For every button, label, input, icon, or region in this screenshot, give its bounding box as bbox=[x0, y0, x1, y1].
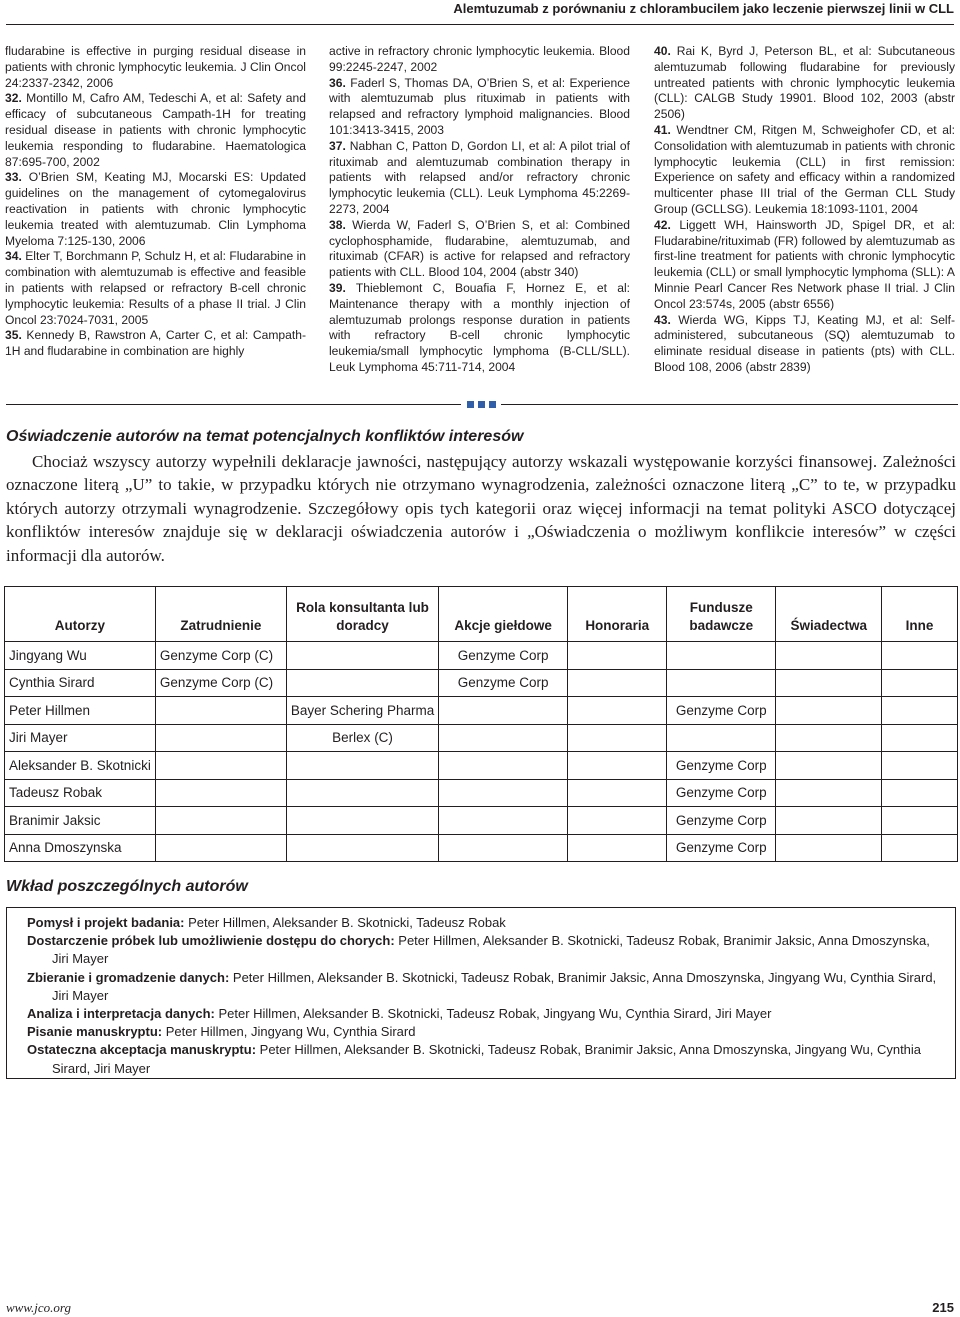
coi-table-cell: Genzyme Corp bbox=[667, 697, 776, 725]
coi-table-cell bbox=[667, 669, 776, 697]
coi-table-cell bbox=[439, 752, 568, 780]
reference-number: 32. bbox=[5, 91, 22, 106]
reference-number: 41. bbox=[654, 122, 671, 137]
coi-table-cell bbox=[568, 834, 667, 862]
coi-table-cell bbox=[568, 779, 667, 807]
contribution-authors: Peter Hillmen, Aleksander B. Skotnicki, Tadeusz Robak, Branimir Jaksic, Anna Dmoszynska, Jingyang Wu, Cynthia Sirard, Jiri Mayer bbox=[52, 1042, 922, 1076]
reference-entry bbox=[329, 76, 630, 139]
coi-table-cell bbox=[286, 807, 438, 835]
reference-text: Wierda WG, Kipps TJ, Keating MJ, et al: Self-administered, subcutaneous (SQ) alemtuzumab to eliminate residual disease in patients (pts) with CLL. Blood 108, 2006 (abstr 2839) bbox=[654, 312, 955, 374]
reference-number: 36. bbox=[329, 75, 346, 90]
coi-table-row bbox=[5, 724, 958, 752]
coi-table-cell: Genzyme Corp (C) bbox=[155, 642, 286, 670]
coi-table-cell bbox=[882, 834, 958, 862]
coi-table-body bbox=[5, 642, 958, 862]
coi-table-cell bbox=[439, 697, 568, 725]
coi-author-cell: Jingyang Wu bbox=[5, 642, 156, 670]
coi-table-cell bbox=[882, 779, 958, 807]
reference-text: active in refractory chronic lymphocytic leukemia. Blood 99:2245-2247, 2002 bbox=[329, 44, 630, 74]
coi-column-header: Akcje giełdowe bbox=[439, 587, 568, 642]
reference-text: Elter T, Borchmann P, Schulz H, et al: Fludarabine in combination with alemtuzumab is effective and feasible in patients with relapsed or refractory B-cell chronic lymphocytic leukemia: Results of a phase II trial. J Clin Oncol 23:7024-7031, 2005 bbox=[5, 249, 306, 327]
reference-number: 33. bbox=[5, 170, 22, 185]
contribution-authors: Peter Hillmen, Aleksander B. Skotnicki, Tadeusz Robak, Jingyang Wu, Cynthia Sirard, Jiri Mayer bbox=[214, 1006, 772, 1022]
coi-author-cell: Anna Dmoszynska bbox=[5, 834, 156, 862]
reference-text: Nabhan C, Patton D, Gordon LI, et al: A pilot trial of rituximab and alemtuzumab combination therapy in patients with relapsed and/or refractory chronic lymphocytic leukemia (CLL). Leuk Lymphoma 45:2269-2273, 2004 bbox=[329, 138, 630, 216]
reference-text: Montillo M, Cafro AM, Tedeschi A, et al: Safety and efficacy of subcutaneous Campath-1H for treating residual disease in patients with chronic lymphocytic leukemia responding to fludarabine. Haematologica 87:695-700, 2002 bbox=[5, 91, 306, 169]
footer-url[interactable]: www.jco.org bbox=[6, 1300, 72, 1315]
coi-table-cell bbox=[568, 697, 667, 725]
coi-table-cell bbox=[882, 669, 958, 697]
coi-table-row bbox=[5, 779, 958, 807]
coi-table-cell: Berlex (C) bbox=[286, 724, 438, 752]
coi-table-cell bbox=[882, 697, 958, 725]
coi-table-cell bbox=[155, 834, 286, 862]
coi-table-cell bbox=[568, 669, 667, 697]
coi-table-cell bbox=[776, 752, 882, 780]
contribution-label: Dostarczenie próbek lub umożliwienie dostępu do chorych: bbox=[27, 933, 395, 949]
reference-number: 34. bbox=[5, 249, 22, 264]
contribution-label: Analiza i interpretacja danych: bbox=[27, 1006, 215, 1022]
reference-column-1 bbox=[5, 44, 306, 360]
coi-table-cell: Genzyme Corp (C) bbox=[155, 669, 286, 697]
reference-entry bbox=[329, 44, 630, 76]
reference-entry bbox=[654, 44, 955, 123]
coi-table-row bbox=[5, 807, 958, 835]
reference-entry bbox=[5, 44, 306, 91]
coi-paragraph: Chociaż wszyscy autorzy wypełnili deklaracje jawności, następujący autorzy wskazali występowanie korzyści finansowej. Zależności oznaczone literą „U” to takie, w przypadku których nie otrzymano wynagrodzenia, zależności oznaczone literą „C” to te, w przypadku których autorzy otrzymali wynagrodzenie. Szczegółowy opis tych kategorii oraz więcej informacji na temat polityki ASCO dotyczącej konfliktów interesów znajduje się w deklaracji oświadczenia autorów i „Oświadczenia o możliwym konflikcie interesów” w części informacji dla autorów. bbox=[6, 452, 956, 565]
coi-table-cell bbox=[776, 724, 882, 752]
coi-column-header: Honoraria bbox=[568, 587, 667, 642]
reference-number: 37. bbox=[329, 138, 346, 153]
coi-column-header: Świadectwa bbox=[776, 587, 882, 642]
coi-column-header: Rola konsultanta lub doradcy bbox=[286, 587, 438, 642]
coi-column-header: Autorzy bbox=[5, 587, 156, 642]
coi-table-cell bbox=[776, 807, 882, 835]
reference-column-2 bbox=[329, 44, 630, 376]
coi-table-cell bbox=[568, 724, 667, 752]
reference-text: fludarabine is effective in purging residual disease in patients with chronic lymphocytic leukemia. J Clin Oncol 24:2337-2342, 2006 bbox=[5, 44, 306, 90]
coi-table-cell bbox=[439, 807, 568, 835]
coi-table bbox=[4, 586, 958, 862]
coi-table-cell: Genzyme Corp bbox=[439, 669, 568, 697]
reference-text: O’Brien SM, Keating MJ, Mocarski ES: Updated guidelines on the management of cytomegalovirus reactivation in patients with chronic lymphocytic leukemia treated with alemtuzumab. Clin Lymphoma Myeloma 7:125-130, 2006 bbox=[5, 170, 306, 248]
contribution-item bbox=[27, 914, 945, 932]
divider-ornament bbox=[461, 399, 501, 409]
reference-text: Faderl S, Thomas DA, O’Brien S, et al: Experience with alemtuzumab plus rituximab in patients with relapsed and refractory lymphoid malignancies. Blood 101:3413-3415, 2003 bbox=[329, 75, 630, 137]
coi-table-row bbox=[5, 697, 958, 725]
coi-column-header: Fundusze badawcze bbox=[667, 587, 776, 642]
contribution-label: Ostateczna akceptacja manuskryptu: bbox=[27, 1042, 257, 1058]
reference-number: 39. bbox=[329, 280, 346, 295]
page-number: 215 bbox=[932, 1300, 954, 1315]
coi-table-row bbox=[5, 642, 958, 670]
reference-entry bbox=[5, 91, 306, 170]
contribution-item bbox=[27, 1023, 945, 1041]
coi-table-cell bbox=[155, 752, 286, 780]
reference-list bbox=[5, 44, 959, 384]
coi-column-header: Inne bbox=[882, 587, 958, 642]
reference-number: 42. bbox=[654, 217, 671, 232]
reference-entry bbox=[5, 249, 306, 328]
reference-text: Wierda W, Faderl S, O’Brien S, et al: Combined cyclophosphamide, fludarabine, alemtuzumab, and rituximab (CFAR) is active for relapsed and refractory patients with CLL. Blood 104, 2004 (abstr 340) bbox=[329, 217, 630, 280]
reference-entry bbox=[329, 139, 630, 218]
contribution-label: Pomysł i projekt badania: bbox=[27, 915, 185, 930]
coi-author-cell: Peter Hillmen bbox=[5, 697, 156, 725]
coi-table-cell bbox=[155, 697, 286, 725]
coi-table-cell bbox=[155, 807, 286, 835]
coi-table-cell: Genzyme Corp bbox=[667, 834, 776, 862]
reference-number: 40. bbox=[654, 44, 671, 58]
reference-text: Liggett WH, Hainsworth JD, Spigel DR, et al: Fludarabine/rituximab (FR) followed by alemtuzumab as first-line treatment for patients with chronic lymphocytic leukemia (CLL) or small lymphocytic lymphoma (SLL): A Minnie Pearl Cancer Res Network phase II trial. J Clin Oncol 23:574s, 2005 (abstr 6556) bbox=[654, 217, 955, 311]
coi-table-cell: Genzyme Corp bbox=[667, 807, 776, 835]
reference-entry bbox=[329, 218, 630, 281]
contribution-authors: Peter Hillmen, Aleksander B. Skotnicki, Tadeusz Robak bbox=[184, 915, 506, 930]
coi-table-row bbox=[5, 752, 958, 780]
coi-table-cell bbox=[286, 834, 438, 862]
coi-table-cell bbox=[667, 724, 776, 752]
running-title: Alemtuzumab z porównaniu z chlorambucilem jako leczenie pierwszej linii w CLL bbox=[453, 1, 954, 16]
coi-table-cell bbox=[286, 669, 438, 697]
coi-table-cell bbox=[776, 834, 882, 862]
contributions-box bbox=[6, 907, 956, 1079]
reference-number: 43. bbox=[654, 312, 671, 327]
coi-column-header: Zatrudnienie bbox=[155, 587, 286, 642]
coi-table-cell bbox=[568, 807, 667, 835]
coi-table-cell bbox=[776, 779, 882, 807]
coi-table-row bbox=[5, 834, 958, 862]
coi-author-cell: Jiri Mayer bbox=[5, 724, 156, 752]
contribution-label: Pisanie manuskryptu: bbox=[27, 1024, 163, 1040]
coi-table-cell bbox=[439, 779, 568, 807]
reference-entry bbox=[329, 281, 630, 376]
coi-author-cell: Cynthia Sirard bbox=[5, 669, 156, 697]
contribution-label: Zbieranie i gromadzenie danych: bbox=[27, 969, 230, 985]
coi-author-cell: Branimir Jaksic bbox=[5, 807, 156, 835]
coi-table-cell bbox=[667, 642, 776, 670]
coi-table-cell bbox=[776, 697, 882, 725]
coi-table-cell bbox=[882, 642, 958, 670]
contribution-authors: Peter Hillmen, Aleksander B. Skotnicki, Tadeusz Robak, Branimir Jaksic, Anna Dmoszynska, Jingyang Wu, Cynthia Sirard, Jiri Mayer bbox=[52, 969, 937, 1003]
coi-table-cell bbox=[776, 669, 882, 697]
reference-entry bbox=[654, 123, 955, 218]
coi-section-title: Oświadczenie autorów na temat potencjalnych konfliktów interesów bbox=[6, 428, 524, 445]
contribution-item bbox=[27, 932, 945, 968]
contribution-item bbox=[27, 969, 945, 1005]
contribution-item bbox=[27, 1041, 945, 1077]
coi-table-row bbox=[5, 669, 958, 697]
reference-text: Kennedy B, Rawstron A, Carter C, et al: Campath-1H and fludarabine in combination are highly bbox=[5, 328, 306, 359]
running-header bbox=[6, 0, 954, 25]
coi-table-cell bbox=[568, 642, 667, 670]
coi-table-cell bbox=[155, 779, 286, 807]
reference-entry bbox=[5, 328, 306, 360]
coi-table-cell bbox=[776, 642, 882, 670]
contributions-section-title: Wkład poszczególnych autorów bbox=[6, 878, 248, 895]
coi-table-cell: Genzyme Corp bbox=[667, 752, 776, 780]
reference-entry bbox=[654, 218, 955, 313]
reference-text: Rai K, Byrd J, Peterson BL, et al: Subcutaneous alemtuzumab following fludarabine for previously untreated patients with chronic lymphocytic leukemia (CLL): CALGB Study 19901. Blood 102, 2003 (abstr 2506) bbox=[654, 44, 955, 122]
coi-table-container bbox=[4, 586, 958, 862]
reference-column-3 bbox=[654, 44, 955, 376]
reference-text: Thieblemont C, Bouafia F, Hornez E, et al: Maintenance therapy with a monthly injection of alemtuzumab prolongs response duration in patients with refractory B-cell chronic lymphocytic leukemia/small lymphocytic lymphoma (B-CLL/SLL). Leuk Lymphoma 45:711-714, 2004 bbox=[329, 280, 630, 374]
reference-number: 35. bbox=[5, 328, 22, 343]
reference-text: Wendtner CM, Ritgen M, Schweighofer CD, et al: Consolidation with alemtuzumab in patients with chronic lymphocytic leukemia (CLL) in first remission: Experience on safety and efficacy within a randomized multicenter phase III trial of the German CLL Study Group (GCLLSG). Leukemia 18:1093-1101, 2004 bbox=[654, 122, 955, 216]
reference-number: 38. bbox=[329, 217, 346, 232]
contribution-authors: Peter Hillmen, Aleksander B. Skotnicki, Tadeusz Robak, Branimir Jaksic, Anna Dmoszynska, Jiri Mayer bbox=[52, 933, 930, 967]
coi-table-cell bbox=[155, 724, 286, 752]
coi-table-cell bbox=[286, 752, 438, 780]
coi-table-cell bbox=[286, 779, 438, 807]
coi-table-cell bbox=[882, 724, 958, 752]
coi-author-cell: Tadeusz Robak bbox=[5, 779, 156, 807]
coi-table-cell bbox=[439, 724, 568, 752]
contribution-authors: Peter Hillmen, Jingyang Wu, Cynthia Sirard bbox=[162, 1024, 416, 1040]
coi-table-cell bbox=[286, 642, 438, 670]
contribution-item bbox=[27, 1005, 945, 1023]
coi-table-header bbox=[5, 587, 958, 642]
coi-table-cell bbox=[439, 834, 568, 862]
coi-table-cell bbox=[882, 752, 958, 780]
coi-author-cell: Aleksander B. Skotnicki bbox=[5, 752, 156, 780]
coi-table-cell bbox=[882, 807, 958, 835]
coi-table-cell: Genzyme Corp bbox=[439, 642, 568, 670]
coi-table-cell bbox=[568, 752, 667, 780]
coi-table-cell: Genzyme Corp bbox=[667, 779, 776, 807]
coi-table-cell: Bayer Schering Pharma bbox=[286, 697, 438, 725]
reference-entry bbox=[5, 170, 306, 249]
reference-entry bbox=[654, 313, 955, 376]
